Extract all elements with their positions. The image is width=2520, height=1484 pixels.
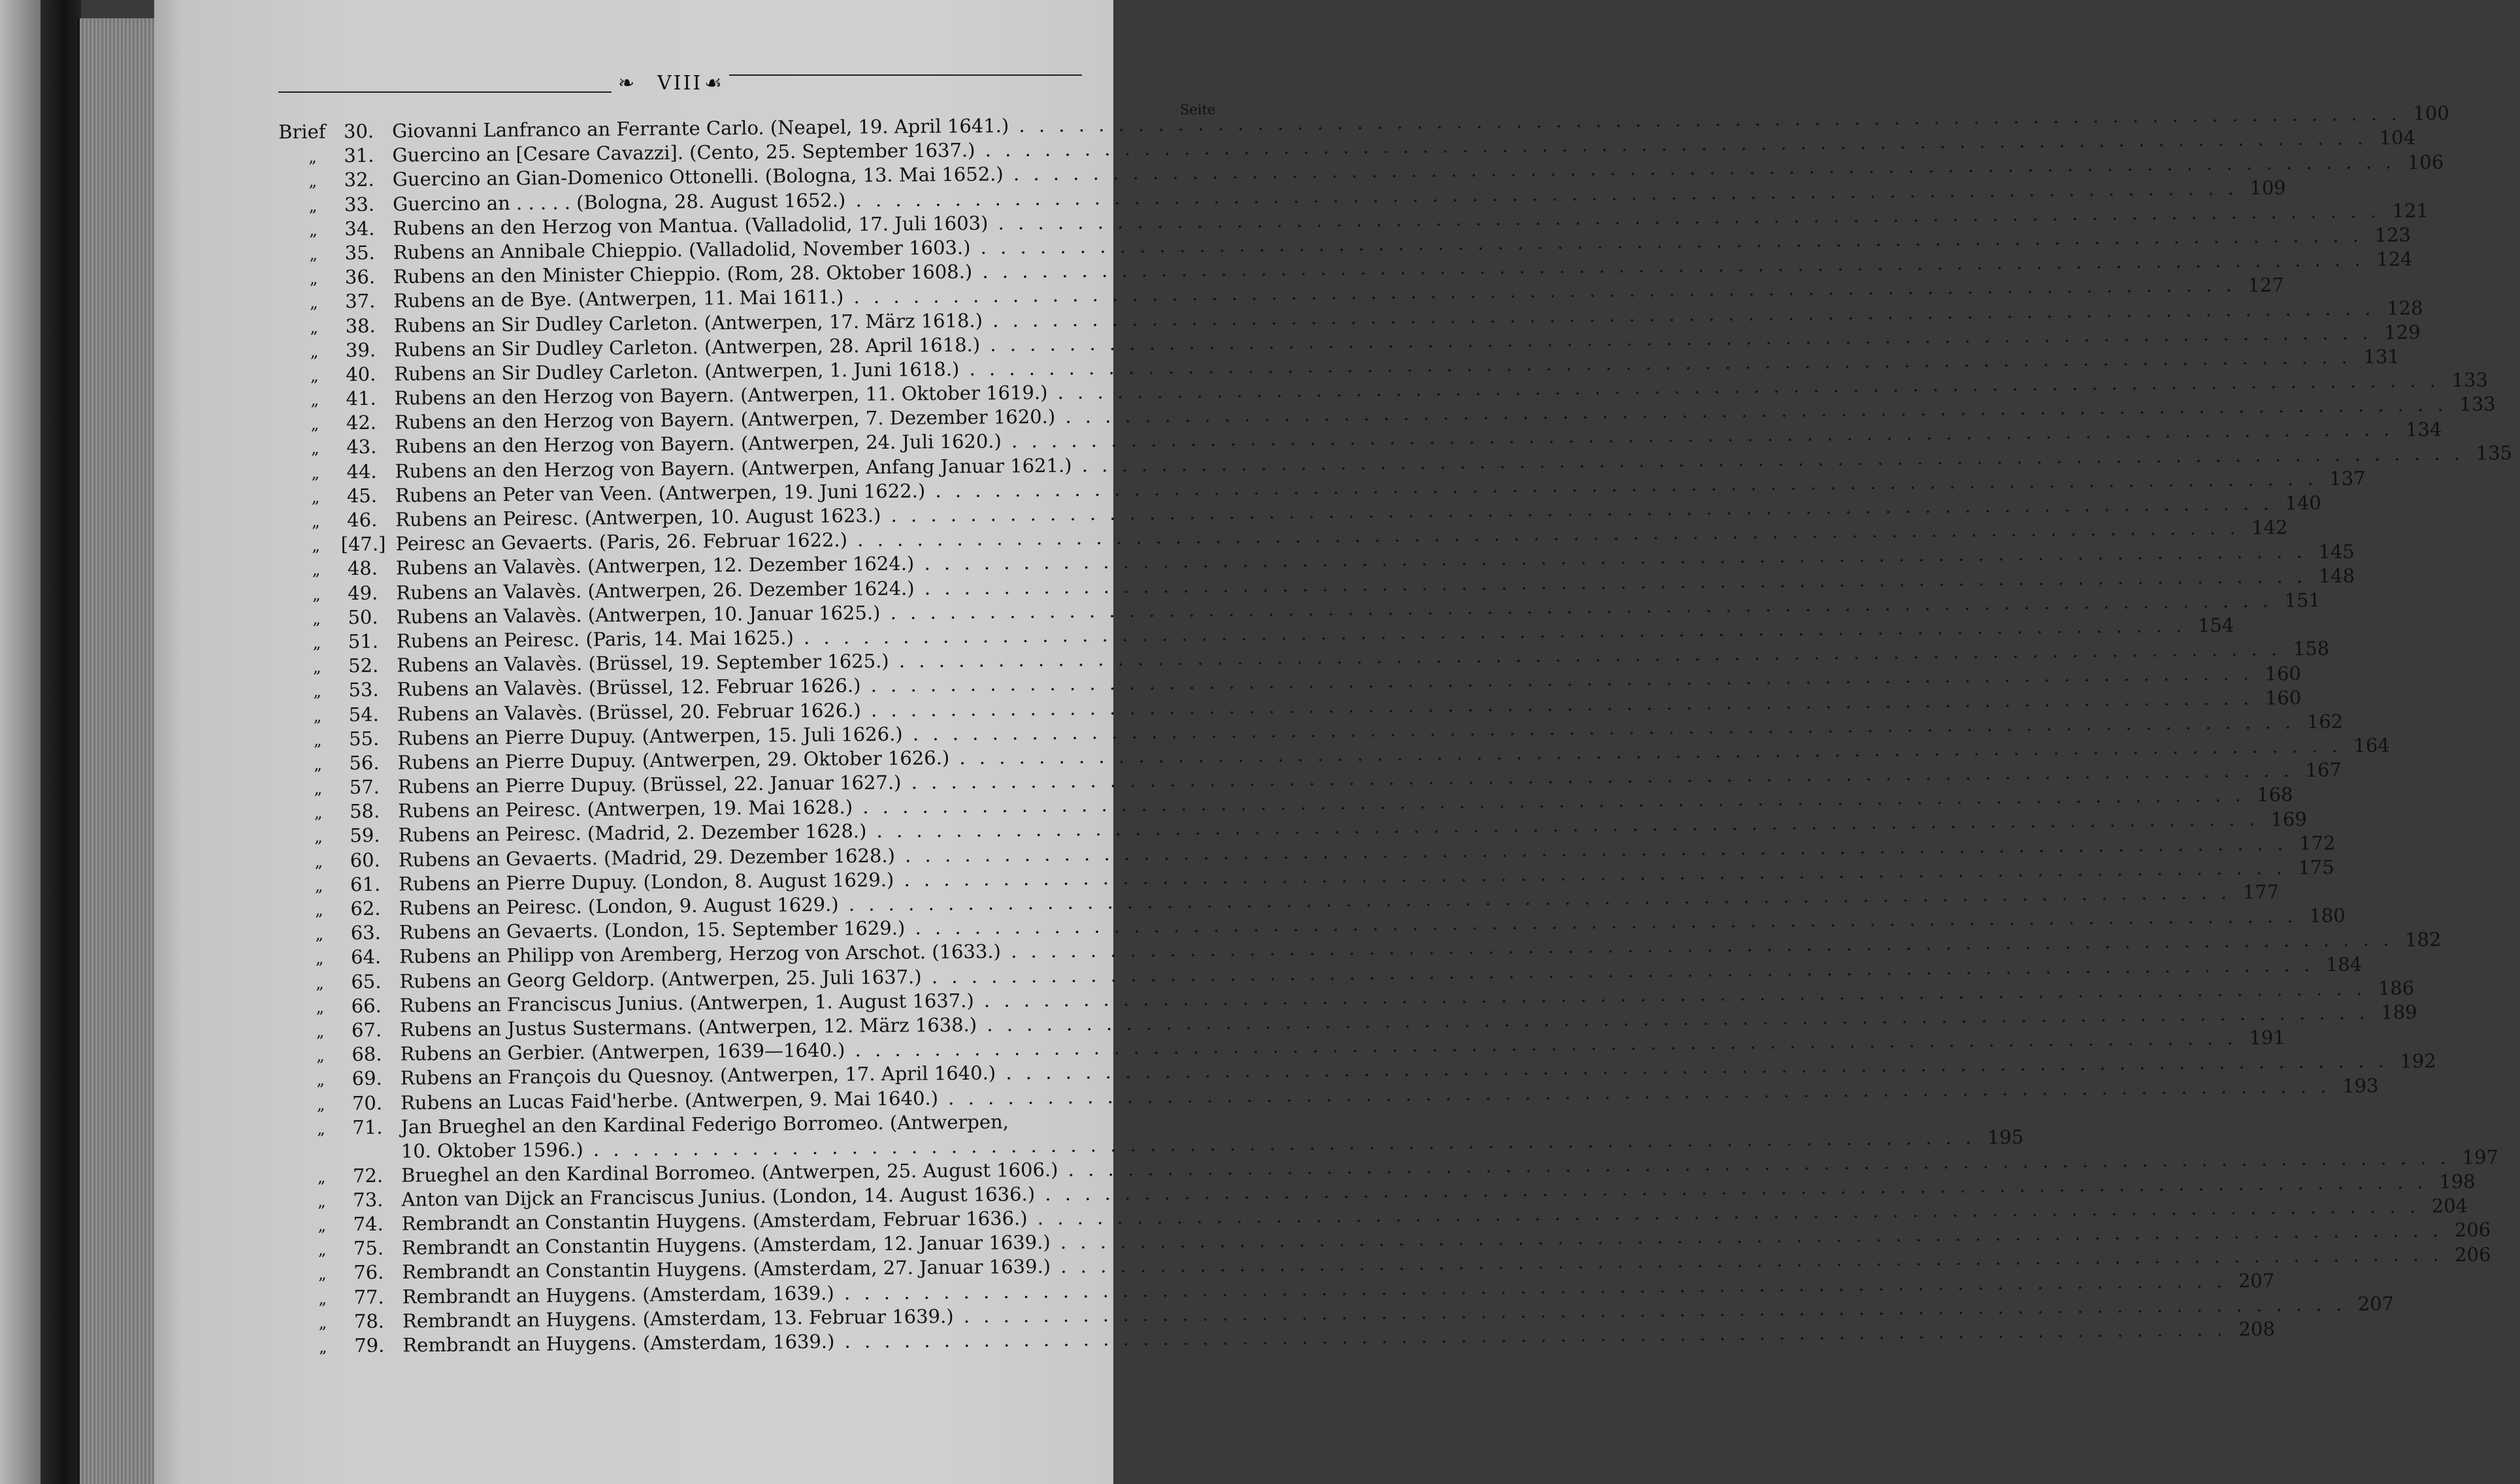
entry-number: 59. (350, 824, 380, 847)
entry-title: Rubens an den Herzog von Bayern. (Antwerpen, 24. Juli 1620.) . . . (376, 417, 2405, 459)
entry-page-number: 193 (2342, 1074, 2379, 1097)
entry-page-number: 106 (2407, 150, 2444, 174)
entry-number: 77. (353, 1285, 384, 1308)
entry-number: 34. (344, 217, 375, 240)
entry-ditto-mark: „ (314, 755, 322, 774)
entry-number: 64. (350, 946, 382, 969)
entry-page-number: 135 (2476, 441, 2513, 464)
entry-ditto-mark: „ (316, 1071, 325, 1089)
entry-page-number: 207 (2357, 1292, 2395, 1315)
entry-title: Rubens an Gerbier. (Antwerpen, 1639—1640.) . . . (382, 1026, 2249, 1067)
entry-number: 74. (353, 1212, 384, 1236)
page-edges (77, 18, 157, 1484)
entry-number: 65. (351, 970, 382, 993)
entry-page-number: 189 (2381, 1001, 2417, 1024)
entry-number: 67. (351, 1018, 382, 1042)
entry-number: 75. (353, 1236, 384, 1260)
entry-title: Rembrandt an Constantin Huygens. (Amsterdam, Februar 1636.) . . . (384, 1194, 2432, 1236)
entry-page-number: 160 (2265, 662, 2302, 685)
entry-page-number: 206 (2454, 1243, 2491, 1266)
entry-title: Rubens an den Herzog von Bayern. (Antwerpen, Anfang Januar 1621.) . . . (377, 441, 2476, 483)
page-number: VIII (657, 72, 703, 95)
entry-prefix-brief: Brief (278, 120, 326, 143)
entry-number: 51. (348, 630, 379, 653)
entry-title: Rembrandt an Huygens. (Amsterdam, 1639.) . . . (384, 1269, 2238, 1310)
entry-number: 61. (350, 873, 381, 895)
entry-page-number: 145 (2318, 540, 2355, 563)
entry-number: 31. (344, 144, 374, 167)
entry-ditto-mark: „ (314, 852, 323, 871)
entry-title: Rubens an Pierre Dupuy. (London, 8. August 1629.) . . . (380, 856, 2298, 897)
header-rule-right (729, 74, 1082, 76)
entry-title: Rubens an Gevaerts. (London, 15. September 1629.) . . . (381, 904, 2309, 945)
entry-title: Rubens an Justus Sustermans. (Antwerpen, 12. März 1638.) . . . (382, 1001, 2381, 1042)
entry-ditto-mark: „ (308, 172, 318, 191)
entry-page-number: 197 (2462, 1146, 2499, 1169)
entry-ditto-mark: „ (318, 1216, 327, 1235)
entry-ditto-mark: „ (316, 1095, 325, 1114)
entry-title-line1: Jan Brueghel an den Kardinal Federigo Borromeo. (Antwerpen, (401, 1110, 1009, 1138)
entry-page-number: 184 (2325, 952, 2363, 976)
entry-ditto-mark: „ (310, 293, 318, 312)
entry-ditto-mark: „ (313, 731, 322, 750)
entry-ditto-mark: „ (318, 1240, 327, 1259)
entry-title: Rubens an Peiresc. (London, 9. August 1629.) . . . (380, 880, 2242, 921)
entry-page-number: 191 (2249, 1026, 2286, 1050)
entry-ditto-mark: „ (314, 779, 323, 798)
entry-ditto-mark: „ (312, 658, 321, 677)
entry-ditto-mark: „ (310, 342, 319, 361)
entry-ditto-mark: „ (311, 488, 320, 507)
header-ornament-left: ❧ (618, 72, 635, 95)
entry-number: 36. (344, 265, 376, 289)
entry-title: Rubens an Valavès. (Brüssel, 19. September 1625.) . . . (378, 637, 2293, 678)
entry-title: Rubens an Pierre Dupuy. (Brüssel, 22. Januar 1627.) . . . (380, 758, 2305, 799)
entry-number: 76. (353, 1261, 384, 1284)
entry-number: 45. (346, 484, 378, 507)
entry-title: Guercino an [Cesare Cavazzi]. (Cento, 25. September 1637.) . . . (374, 126, 2379, 168)
entry-page-number: 124 (2376, 248, 2413, 271)
entry-title: Peiresc an Gevaerts. (Paris, 26. Februar 1622.) . . . (378, 516, 2251, 556)
entry-number: 71. (352, 1116, 383, 1138)
entry-ditto-mark: „ (313, 682, 321, 701)
entry-number: 30. (343, 120, 374, 143)
entry-title: Rembrandt an Huygens. (Amsterdam, 1639.) . . . (384, 1317, 2238, 1358)
entry-title: Rubens an Peter van Veen. (Antwerpen, 19. Juni 1622.) . . . (377, 466, 2329, 508)
entry-page-number: 131 (2363, 345, 2400, 368)
entry-page-number: 148 (2318, 564, 2355, 587)
entry-number: 55. (348, 727, 380, 750)
entry-ditto-mark: „ (315, 925, 324, 944)
column-label-seite: Seite (1180, 102, 1216, 118)
entry-number: 53. (348, 679, 379, 702)
entry-ditto-mark: „ (314, 877, 323, 895)
entry-title: Rubens an Valavès. (Brüssel, 12. Februar 1626.) . . . (378, 662, 2265, 702)
entry-title: Rubens an François du Quesnoy. (Antwerpen, 17. April 1640.) . . . (382, 1049, 2400, 1091)
entry-ditto-mark: „ (310, 415, 319, 434)
entry-page-number: 121 (2392, 199, 2429, 222)
entry-title: Rubens an Gevaerts. (Madrid, 29. Dezember 1628.) . . . (380, 831, 2299, 873)
entry-number: 72. (352, 1164, 384, 1187)
entry-ditto-mark: „ (312, 512, 320, 531)
entry-page-number: 177 (2242, 880, 2280, 903)
entry-page-number: 162 (2306, 710, 2344, 733)
entry-title: Anton van Dijck an Franciscus Junius. (London, 14. August 1636.) . . . (383, 1170, 2438, 1212)
entry-page-number: 123 (2374, 223, 2412, 247)
entry-title: Rubens an Philipp von Aremberg, Herzog von Arschot. (1633.) . . . (381, 928, 2405, 969)
entry-title: Rubens an Sir Dudley Carleton. (Antwerpen, 1. Juni 1618.) . . . (376, 345, 2363, 387)
entry-number: 57. (349, 775, 380, 799)
entry-number: 78. (353, 1310, 385, 1332)
entry-page-number: 172 (2299, 831, 2336, 854)
entry-page-number: 104 (2379, 126, 2416, 150)
entry-title-line2: 10. Oktober 1596.) . . . (401, 1125, 1976, 1163)
entry-number: 79. (354, 1334, 385, 1357)
entry-number: 56. (349, 751, 380, 774)
entry-ditto-mark: „ (308, 197, 318, 216)
entry-title: Guercino an Gian-Domenico Ottonelli. (Bologna, 13. Mai 1652.) . . . (374, 150, 2408, 192)
entry-number: 35. (344, 241, 375, 265)
entry-ditto-mark: „ (312, 609, 321, 628)
entry-ditto-mark: „ (310, 391, 319, 410)
entry-number: 40. (346, 363, 376, 385)
entry-number: 69. (352, 1067, 382, 1090)
entry-ditto-mark: „ (316, 998, 325, 1017)
entry-page-number: 186 (2378, 976, 2415, 999)
entry-ditto-mark: „ (317, 1168, 326, 1187)
entry-ditto-mark: „ (312, 585, 321, 604)
book-cover-edge (41, 0, 81, 1484)
entry-number: 32. (344, 169, 374, 191)
entry-number: 41. (346, 387, 376, 410)
entry-page-number: 100 (2413, 102, 2449, 125)
entry-title: Guercino an . . . . . (Bologna, 28. August 1652.) . . . (374, 176, 2250, 216)
entry-title: Rubens an den Minister Chieppio. (Rom, 28. Oktober 1608.) . . . (375, 248, 2376, 289)
header-rule-left (278, 91, 612, 93)
entry-ditto-mark: „ (311, 439, 319, 459)
entry-title: Rubens an Sir Dudley Carleton. (Antwerpen, 17. März 1618.) . . . (376, 296, 2387, 338)
entry-title: Rubens an Pierre Dupuy. (Antwerpen, 15. Juli 1626.) . . . (379, 710, 2306, 751)
entry-ditto-mark: „ (315, 949, 324, 968)
entry-title: Rubens an Valavès. (Antwerpen, 12. Dezember 1624.) . . . (378, 540, 2318, 581)
entry-page-number: 207 (2238, 1269, 2275, 1292)
entry-number: 44. (346, 460, 377, 483)
entry-ditto-mark: „ (315, 901, 323, 920)
entry-page-number: 142 (2251, 516, 2288, 540)
entry-title: Rubens an den Herzog von Mantua. (Valladolid, 17. Juli 1603) . . . (374, 199, 2392, 241)
entry-number: [47.] (340, 532, 386, 556)
entry-title: Rubens an Annibale Chieppio. (Valladolid, November 1603.) . . . (375, 223, 2374, 265)
book-page (154, 0, 2513, 1484)
entry-ditto-mark: „ (309, 269, 318, 288)
entry-page-number: 168 (2257, 783, 2293, 807)
entry-page-number: 167 (2305, 758, 2342, 782)
entry-page-number: 169 (2270, 807, 2307, 831)
entry-ditto-mark: „ (317, 1120, 325, 1138)
entry-ditto-mark: „ (316, 974, 324, 993)
entry-page-number: 195 (1987, 1125, 2024, 1148)
entry-ditto-mark: „ (308, 148, 317, 167)
entry-ditto-mark: „ (309, 221, 318, 240)
entry-number: 54. (348, 703, 380, 726)
entry-number: 48. (347, 557, 378, 580)
header-ornament-right: ☙ (704, 72, 722, 95)
entry-page-number: 127 (2248, 273, 2284, 297)
entry-title: Rubens an Franciscus Junius. (Antwerpen, 1. August 1637.) . . . (382, 976, 2378, 1018)
entry-title: Rubens an Peiresc. (Antwerpen, 10. August 1623.) . . . (377, 491, 2285, 532)
entry-title: Rembrandt an Constantin Huygens. (Amsterdam, 12. Januar 1639.) . . . (384, 1218, 2454, 1261)
entry-number: 39. (345, 338, 376, 361)
entry-page-number: 180 (2309, 904, 2346, 928)
toc-entry (287, 1108, 2024, 1164)
entry-title: Rubens an Peiresc. (Antwerpen, 19. Mai 1628.) . . . (380, 783, 2257, 824)
entry-number: 50. (348, 605, 378, 628)
entry-page-number: 140 (2285, 491, 2321, 515)
entry-page-number: 182 (2404, 928, 2442, 951)
entry-page-number: 206 (2454, 1218, 2491, 1242)
entry-title: Rubens an Pierre Dupuy. (Antwerpen, 29. Oktober 1626.) . . . (379, 734, 2353, 775)
entry-title: Rubens an den Herzog von Bayern. (Antwerpen, 7. Dezember 1620.) . . . (376, 393, 2459, 435)
entry-ditto-mark: „ (319, 1338, 327, 1357)
entry-title: Brueghel an den Kardinal Borromeo. (Antwerpen, 25. August 1606.) . . . (383, 1146, 2462, 1188)
entry-title: Rubens an Peiresc. (Madrid, 2. Dezember 1628.) . . . (380, 807, 2270, 848)
entry-number: 66. (351, 994, 382, 1017)
entry-number: 52. (348, 654, 379, 677)
entry-page-number: 158 (2293, 637, 2330, 660)
entry-page-number: 109 (2250, 176, 2286, 199)
entry-ditto-mark: „ (314, 828, 323, 847)
entry-ditto-mark: „ (314, 803, 323, 822)
entry-ditto-mark: „ (311, 464, 320, 483)
entry-number: 63. (350, 921, 382, 944)
entry-page-number: 204 (2431, 1195, 2468, 1218)
entry-title: Rubens an Lucas Faid'herbe. (Antwerpen, 9. Mai 1640.) . . . (382, 1074, 2342, 1115)
entry-page-number: 208 (2238, 1317, 2276, 1341)
entry-page-number: 133 (2459, 393, 2496, 416)
entry-number: 73. (353, 1188, 384, 1211)
entry-ditto-mark: „ (318, 1265, 327, 1283)
book-spine (0, 0, 46, 1484)
entry-title: Giovanni Lanfranco an Ferrante Carlo. (Neapel, 19. April 1641.) . . . (374, 101, 2413, 143)
entry-ditto-mark: „ (313, 706, 322, 726)
entry-page-number: 198 (2439, 1170, 2476, 1193)
entry-number: 70. (352, 1091, 383, 1114)
entry-ditto-mark: „ (312, 560, 321, 579)
entry-number: 43. (346, 436, 377, 459)
entry-number: 60. (350, 848, 381, 871)
entry-page-number: 128 (2386, 297, 2423, 319)
entry-number: 68. (352, 1042, 382, 1066)
entry-page-number: 133 (2451, 368, 2489, 392)
entry-ditto-mark: „ (310, 317, 319, 337)
entry-title: Rembrandt an Constantin Huygens. (Amsterdam, 27. Januar 1639.) . . . (384, 1242, 2454, 1285)
entry-ditto-mark: „ (318, 1289, 327, 1308)
entry-number: 42. (346, 411, 377, 434)
entry-title: Rubens an Valavès. (Antwerpen, 26. Dezember 1624.) . . . (378, 564, 2318, 605)
entry-title: Rubens an Valavès. (Antwerpen, 10. Januar 1625.) . . . (378, 589, 2284, 629)
entry-title: Rubens an Sir Dudley Carleton. (Antwerpen, 28. April 1618.) . . . (376, 321, 2384, 363)
entry-ditto-mark: „ (316, 1046, 325, 1065)
entry-title: Rubens an de Bye. (Antwerpen, 11. Mai 1611.) . . . (375, 273, 2248, 314)
entry-number: 37. (345, 290, 376, 313)
entry-ditto-mark: „ (312, 536, 321, 555)
entry-page-number: 137 (2329, 467, 2366, 490)
entry-ditto-mark: „ (310, 366, 319, 385)
entry-title: Rubens an Valavès. (Brüssel, 20. Februar 1626.) . . . (379, 686, 2265, 726)
entry-page-number: 151 (2284, 589, 2321, 612)
entry-number: 46. (347, 508, 378, 532)
entry-page-number: 192 (2400, 1049, 2436, 1073)
entry-title: Rubens an Georg Geldorp. (Antwerpen, 25. Juli 1637.) . . . (381, 952, 2325, 993)
entry-ditto-mark: „ (318, 1192, 326, 1211)
entry-title: Rembrandt an Huygens. (Amsterdam, 13. Februar 1639.) . . . (384, 1292, 2357, 1333)
entry-page-number: 175 (2298, 856, 2334, 879)
entry-number: 38. (345, 314, 376, 337)
entry-page-number: 160 (2265, 686, 2302, 709)
entry-ditto-mark: „ (318, 1314, 327, 1332)
entry-page-number: 164 (2353, 734, 2390, 757)
entry-number: 58. (349, 799, 380, 823)
entry-title: Rubens an Peiresc. (Paris, 14. Mai 1625.) . . . (378, 613, 2198, 653)
entry-number: 33. (344, 193, 375, 216)
entry-page-number: 154 (2197, 614, 2234, 637)
entry-page-number: 134 (2405, 417, 2442, 441)
page-header (278, 71, 1213, 97)
entry-ditto-mark: „ (316, 1022, 325, 1041)
entry-title: Rubens an den Herzog von Bayern. (Antwerpen, 11. Oktober 1619.) . . . (376, 368, 2452, 411)
entry-ditto-mark: „ (309, 245, 318, 264)
entry-number: 62. (350, 897, 381, 920)
entry-ditto-mark: „ (312, 634, 321, 653)
entry-number: 49. (348, 581, 378, 604)
entry-page-number: 129 (2384, 321, 2421, 344)
